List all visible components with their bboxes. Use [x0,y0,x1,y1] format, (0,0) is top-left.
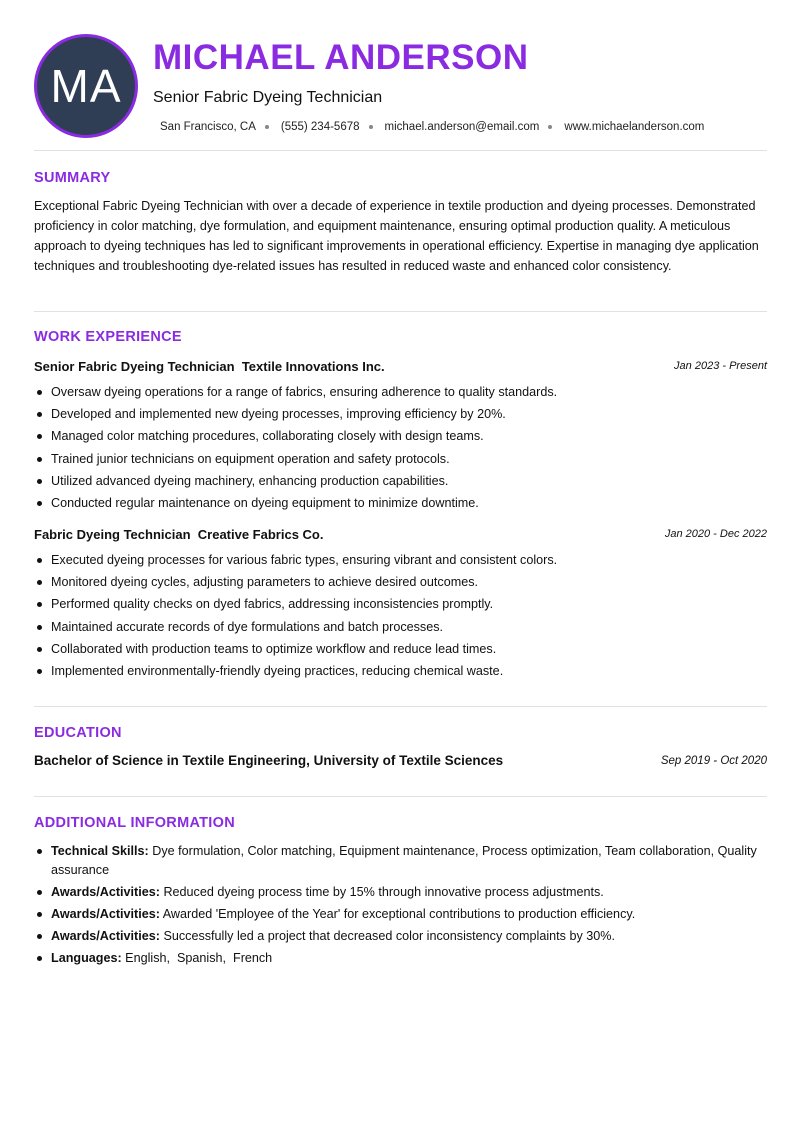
job-company: Creative Fabrics Co. [197,527,324,542]
education-degree: Bachelor of Science in Textile Engineering, University of Textile Sciences [34,753,504,768]
list-item: Maintained accurate records of dye formulations and batch processes. [34,616,767,638]
job-company: Textile Innovations Inc. [241,359,385,374]
additional-list [34,842,767,971]
list-item [34,949,767,968]
avatar-initials: MA [50,60,122,112]
avatar [34,34,138,138]
item-text: English, Spanish, French [121,950,273,965]
list-item: Performed quality checks on dyed fabrics, addressing inconsistencies promptly. [34,593,767,615]
education-heading: EDUCATION [34,725,122,741]
section-divider [34,706,767,707]
list-item: Managed color matching procedures, collaborating closely with design teams. [34,425,767,447]
job-bullets [34,549,767,682]
item-text: Dye formulation, Color matching, Equipment maintenance, Process optimization, Team collaboration, Quality assurance [51,844,757,877]
item-label: Awards/Activities: [51,884,160,899]
list-item [34,905,767,924]
summary-text: Exceptional Fabric Dyeing Technician with over a decade of experience in textile production and dyeing processes. Demonstrated proficiency in color matching, dye formulation, and equipment maintenance, ensuring optimal production quality. A meticulous approach to dyeing techniques has led to significant improvements in operational efficiency. Expertise in managing dye application techniques and troubleshooting dye-related issues has resulted in reduced waste and enhanced color consistency. [34,199,759,274]
contact-bar [160,121,704,133]
education-dates: Sep 2019 - Oct 2020 [660,755,767,767]
item-label: Technical Skills: [51,844,149,858]
additional-heading: ADDITIONAL INFORMATION [34,815,235,831]
education-entry [34,753,767,771]
job-header [34,527,767,545]
job-dates: Jan 2023 - Present [674,360,767,372]
contact-website[interactable]: www.michaelanderson.com [564,121,705,133]
section-divider [34,311,767,312]
list-item [34,842,767,879]
list-item: Trained junior technicians on equipment operation and safety protocols. [34,448,767,470]
list-item: Utilized advanced dyeing machinery, enhancing production capabilities. [34,470,767,492]
item-label: Awards/Activities: [51,928,160,943]
job-header [34,359,767,377]
experience-heading: WORK EXPERIENCE [34,329,182,345]
separator-dot-icon [265,125,269,129]
item-label: Awards/Activities: [51,906,160,921]
summary-heading: SUMMARY [34,170,111,186]
job-role-company [34,527,323,542]
list-item: Monitored dyeing cycles, adjusting parameters to achieve desired outcomes. [34,571,767,593]
list-item: Collaborated with production teams to optimize workflow and reduce lead times. [34,638,767,660]
separator-dot-icon [548,125,552,129]
item-text: Reduced dyeing process time by 15% through innovative process adjustments. [159,884,604,899]
section-divider [34,796,767,797]
section-divider [34,150,767,151]
separator-dot-icon [369,125,373,129]
list-item: Developed and implemented new dyeing processes, improving efficiency by 20%. [34,403,767,425]
item-text: Successfully led a project that decreased color inconsistency complaints by 30%. [159,928,615,943]
contact-phone[interactable]: (555) 234-5678 [280,121,360,133]
item-text: Awarded 'Employee of the Year' for exceptional contributions to production efficiency. [159,906,636,921]
list-item: Executed dyeing processes for various fabric types, ensuring vibrant and consistent colors. [34,549,767,571]
job-role: Senior Fabric Dyeing Technician [34,359,235,374]
contact-email[interactable]: michael.anderson@email.com [384,121,540,133]
job-role-company [34,359,385,374]
candidate-name: MICHAEL ANDERSON [153,38,529,77]
job-bullets [34,381,767,514]
list-item: Conducted regular maintenance on dyeing equipment to minimize downtime. [34,492,767,514]
item-label: Languages: [51,950,122,965]
contact-location: San Francisco, CA [160,121,256,133]
job-role: Fabric Dyeing Technician [34,527,191,542]
list-item: Implemented environmentally-friendly dyeing practices, reducing chemical waste. [34,660,767,682]
list-item: Oversaw dyeing operations for a range of fabrics, ensuring adherence to quality standards. [34,381,767,403]
job-dates: Jan 2020 - Dec 2022 [664,528,767,540]
list-item [34,927,767,946]
list-item [34,883,767,902]
job-title: Senior Fabric Dyeing Technician [153,89,383,106]
